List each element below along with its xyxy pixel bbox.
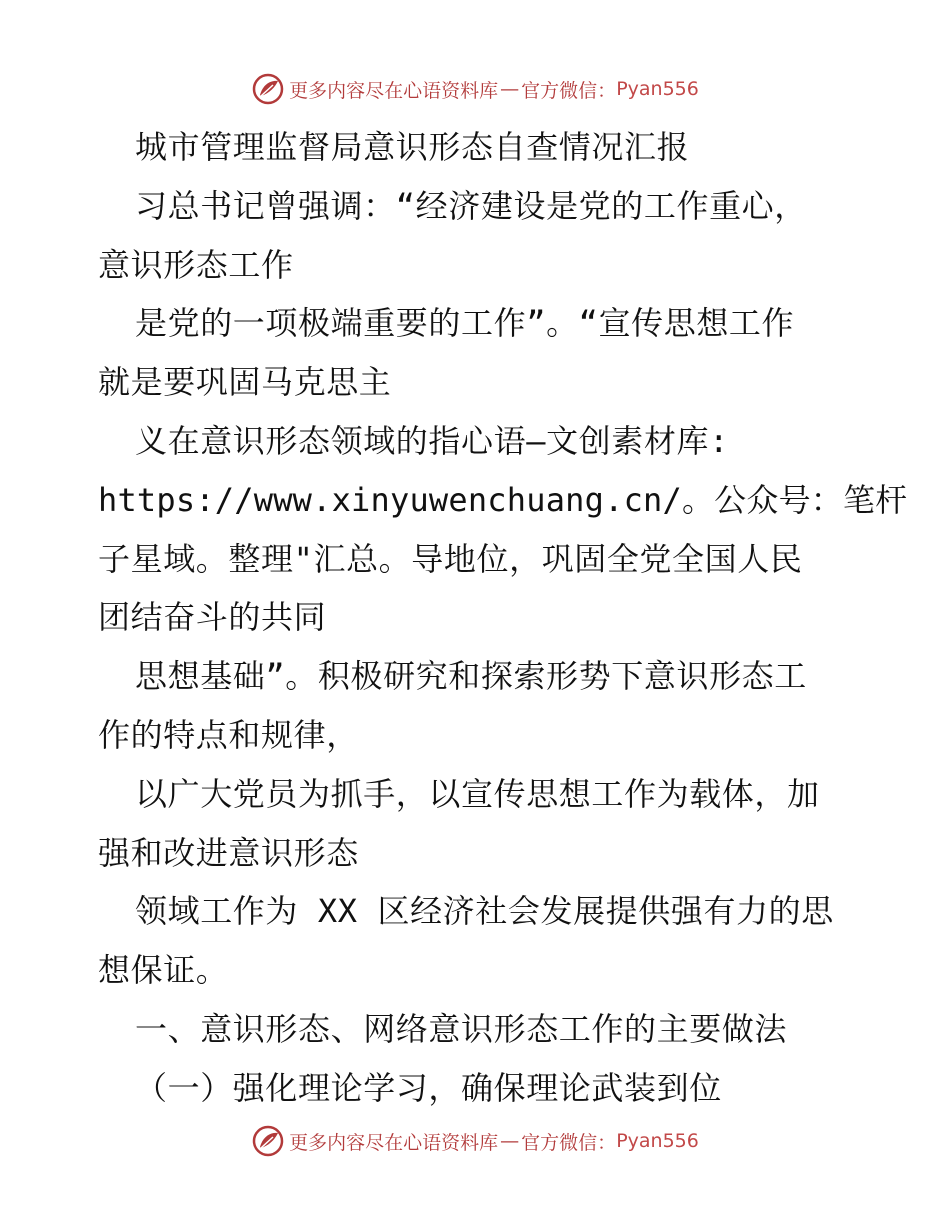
text-line: 就是要巩固马克思主: [98, 363, 392, 402]
watermark-id: Pyan556: [616, 78, 699, 100]
document-title: 城市管理监督局意识形态自查情况汇报: [135, 128, 690, 166]
section-heading: 一、意识形态、网络意识形态工作的主要做法: [135, 1009, 788, 1048]
text-line: 思想基础”。积极研究和探索形势下意识形态工: [135, 657, 807, 696]
leaf-seal-icon: [251, 72, 285, 106]
text-line: 习总书记曾强调：“经济建设是党的工作重心，: [135, 186, 807, 225]
watermark-label: 官方微信：: [521, 79, 617, 102]
text-line: https://www.xinyuwenchuang.cn/。公众号：笔杆: [98, 480, 908, 519]
text-line: 领域工作为 XX 区经济社会发展提供强有力的思: [135, 892, 834, 931]
text-line: 想保证。: [98, 951, 229, 990]
document-body: [98, 118, 908, 1118]
text-line: 子星域。整理"汇总。导地位，巩固全党全国人民: [98, 539, 803, 578]
subsection-heading: （一）强化理论学习，确保理论武装到位: [135, 1068, 722, 1107]
text-line: 团结奋斗的共同: [98, 598, 327, 637]
watermark-separator: —: [500, 1130, 520, 1152]
watermark-text: 更多内容尽在心语资料库: [289, 79, 499, 102]
text-line: 强和改进意识形态: [98, 833, 359, 872]
text-line: 是党的一项极端重要的工作”。“宣传思想工作: [135, 304, 795, 343]
text-line: 意识形态工作: [98, 245, 294, 284]
leaf-seal-icon: [251, 1124, 285, 1158]
text-line: 作的特点和规律，: [98, 715, 359, 754]
watermark-footer: [0, 1124, 950, 1158]
text-line: 以广大党员为抓手，以宣传思想工作为载体，加: [135, 774, 820, 813]
text-line: 义在意识形态领域的指心语—文创素材库:: [135, 421, 729, 460]
watermark-header: [0, 72, 950, 106]
watermark-separator: —: [500, 78, 520, 100]
watermark-id: Pyan556: [616, 1130, 699, 1152]
watermark-label: 官方微信：: [521, 1131, 617, 1154]
watermark-text: 更多内容尽在心语资料库: [289, 1131, 499, 1154]
